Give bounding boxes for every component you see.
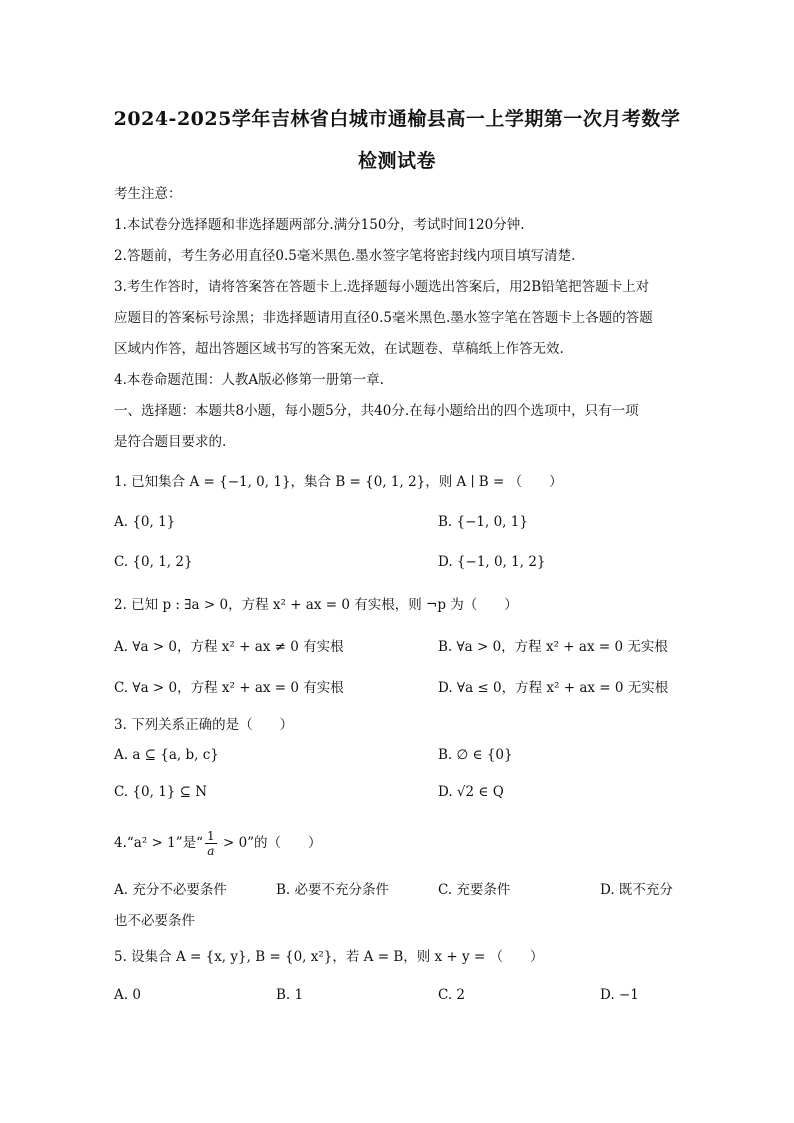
exam-title-line2: 检测试卷 — [357, 150, 436, 172]
section-heading: 一、选择题：本题共8小题，每小题5分，共40分.在每小题给出的四个选项中，只有一项 — [114, 403, 639, 419]
question-3-option-d: D. √2 ∈ Q — [438, 784, 504, 800]
notice-item-3-cont2: 区域内作答，超出答题区域书写的答案无效，在试题卷、草稿纸上作答无效. — [114, 341, 564, 357]
question-1-option-c: C. {0, 1, 2} — [114, 554, 193, 570]
question-1-option-a: A. {0, 1} — [114, 514, 176, 530]
notice-item-1: 1.本试卷分选择题和非选择题两部分.满分150分，考试时间120分钟. — [114, 217, 525, 233]
question-3-stem: 3. 下列关系正确的是（ ） — [114, 717, 294, 733]
question-5-stem: 5. 设集合 A = {x, y}, B = {0, x²}，若 A = B，则 x + y = （ ） — [114, 949, 544, 965]
question-5-option-d: D. −1 — [600, 987, 639, 1003]
question-3-option-c: C. {0, 1} ⊆ N — [114, 784, 208, 800]
notice-item-3-cont1: 应题目的答案标号涂黑；非选择题请用直径0.5毫米黑色.墨水签字笔在答题卡上各题的答题 — [114, 310, 653, 326]
notice-item-3: 3.考生作答时，请将答案答在答题卡上.选择题每小题选出答案后，用2B铅笔把答题卡上对 — [114, 279, 650, 295]
question-3-option-a: A. a ⊆ {a, b, c} — [114, 747, 219, 763]
question-4-stem-pre: 4.“a² > 1”是“ — [114, 835, 204, 851]
notice-heading: 考生注意： — [114, 186, 182, 202]
fraction-one-over-a — [205, 829, 217, 858]
question-5-option-b: B. 1 — [276, 987, 304, 1003]
question-4-stem — [114, 826, 322, 860]
question-1-stem: 1. 已知集合 A = {−1, 0, 1}，集合 B = {0, 1, 2}，则 A ∣ B = （ ） — [114, 474, 563, 490]
section-heading-cont: 是符合题目要求的. — [114, 434, 227, 450]
question-4-option-d: D. 既不充分 — [600, 882, 673, 898]
question-1-option-d: D. {−1, 0, 1, 2} — [438, 554, 546, 570]
fraction-numerator: 1 — [207, 829, 215, 843]
question-4-option-d-cont: 也不必要条件 — [114, 913, 195, 929]
question-5-option-c: C. 2 — [438, 987, 466, 1003]
question-2-option-b: B. ∀a > 0，方程 x² + ax = 0 无实根 — [438, 639, 668, 655]
question-5-option-a: A. 0 — [114, 987, 141, 1003]
question-2-option-d: D. ∀a ≤ 0，方程 x² + ax = 0 无实根 — [438, 680, 669, 696]
question-2-stem: 2. 已知 p : ∃a > 0，方程 x² + ax = 0 有实根，则 ¬p 为（ ） — [114, 597, 518, 613]
question-2-option-c: C. ∀a > 0，方程 x² + ax = 0 有实根 — [114, 680, 344, 696]
notice-item-4: 4.本卷命题范围：人教A版必修第一册第一章. — [114, 372, 384, 388]
question-4-option-a: A. 充分不必要条件 — [114, 882, 227, 898]
question-4-option-c: C. 充要条件 — [438, 882, 511, 898]
exam-title-line1: 2024-2025学年吉林省白城市通榆县高一上学期第一次月考数学 — [113, 108, 681, 130]
fraction-denominator: a — [207, 844, 215, 858]
question-1-option-b: B. {−1, 0, 1} — [438, 514, 528, 530]
question-4-stem-post: > 0”的（ ） — [218, 835, 322, 851]
question-2-option-a: A. ∀a > 0，方程 x² + ax ≠ 0 有实根 — [114, 639, 344, 655]
notice-item-2: 2.答题前，考生务必用直径0.5毫米黑色.墨水签字笔将密封线内项目填写清楚. — [114, 248, 576, 264]
question-3-option-b: B. ∅ ∈ {0} — [438, 747, 513, 763]
question-4-option-b: B. 必要不充分条件 — [276, 882, 390, 898]
